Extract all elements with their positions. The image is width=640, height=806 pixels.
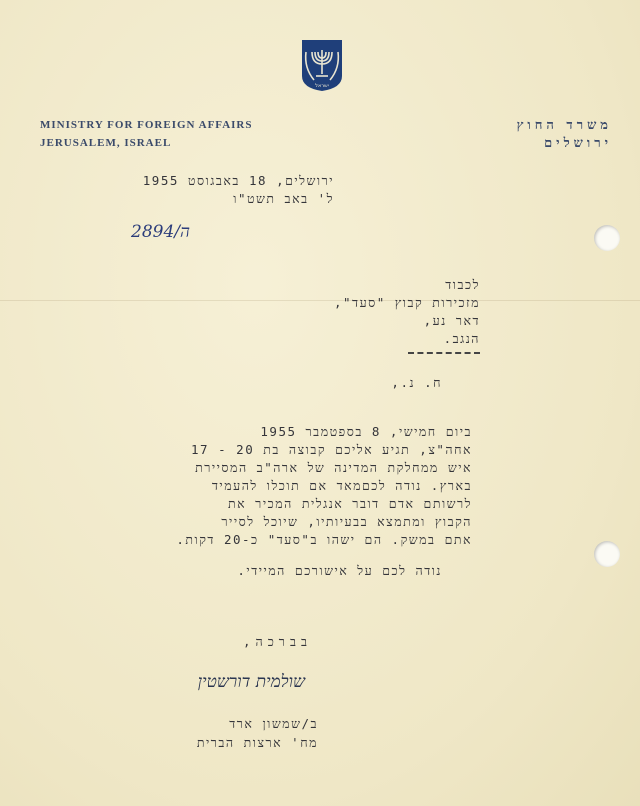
ministry-name-he: משרד החוץ: [516, 118, 612, 133]
punch-hole: [594, 541, 620, 567]
handwritten-signature: שולמית דורשטין: [197, 672, 305, 692]
svg-text:ישראל: ישראל: [315, 83, 329, 89]
signatory-department: מח' ארצות הברית: [196, 735, 318, 750]
handwritten-reference: ה/2894: [131, 222, 190, 242]
body-line-5: לרשותם אדם דובר אנגלית המכיר את: [228, 496, 472, 511]
body-line-2: אחה"צ, תגיע אליכם קבוצה בת 20 - 17: [191, 442, 472, 457]
regards: בברכה,: [242, 634, 312, 649]
addressee-underline: [408, 352, 480, 354]
addressee-line-3: דאר נע,: [423, 313, 480, 328]
hebrew-date-line: ל' באב תשט"ו: [233, 191, 334, 206]
city-he: ירושלים: [544, 136, 612, 151]
city-en: JERUSALEM, ISRAEL: [40, 137, 172, 149]
addressee-line-1: לכבוד: [445, 277, 480, 292]
state-emblem-icon: [300, 38, 344, 92]
paper-fold: [0, 300, 640, 301]
body-line-3: איש ממחלקת המדינה של ארה"ב המסיירת: [195, 460, 472, 475]
body-line-7: אתם במשק. הם ישהו ב"סעד" כ-20 דקות.: [176, 532, 472, 547]
body-line-6: הקבוץ ומתמצא בבעיותיו, שיוכל לסייר: [221, 514, 472, 529]
addressee-line-2: מזכירות קבוץ "סעד",: [334, 295, 480, 310]
body-line-4: בארץ. נודה לכםמאד אם תוכלו להעמיד: [211, 478, 472, 493]
body-line-1: ביום חמישי, 8 בספטמבר 1955: [260, 424, 472, 439]
salutation: ח. נ.,: [391, 375, 442, 390]
addressee-line-4: הנגב.: [443, 331, 480, 346]
date-line: ירושלים, 18 באבגוסט 1955: [142, 173, 334, 188]
signatory-name: ב/שמשון ארד: [229, 716, 318, 731]
punch-hole: [594, 225, 620, 251]
closing-request: נודה לכם על אישורכם המיידי.: [237, 563, 442, 578]
ministry-name-en: MINISTRY FOR FOREIGN AFFAIRS: [40, 119, 253, 131]
